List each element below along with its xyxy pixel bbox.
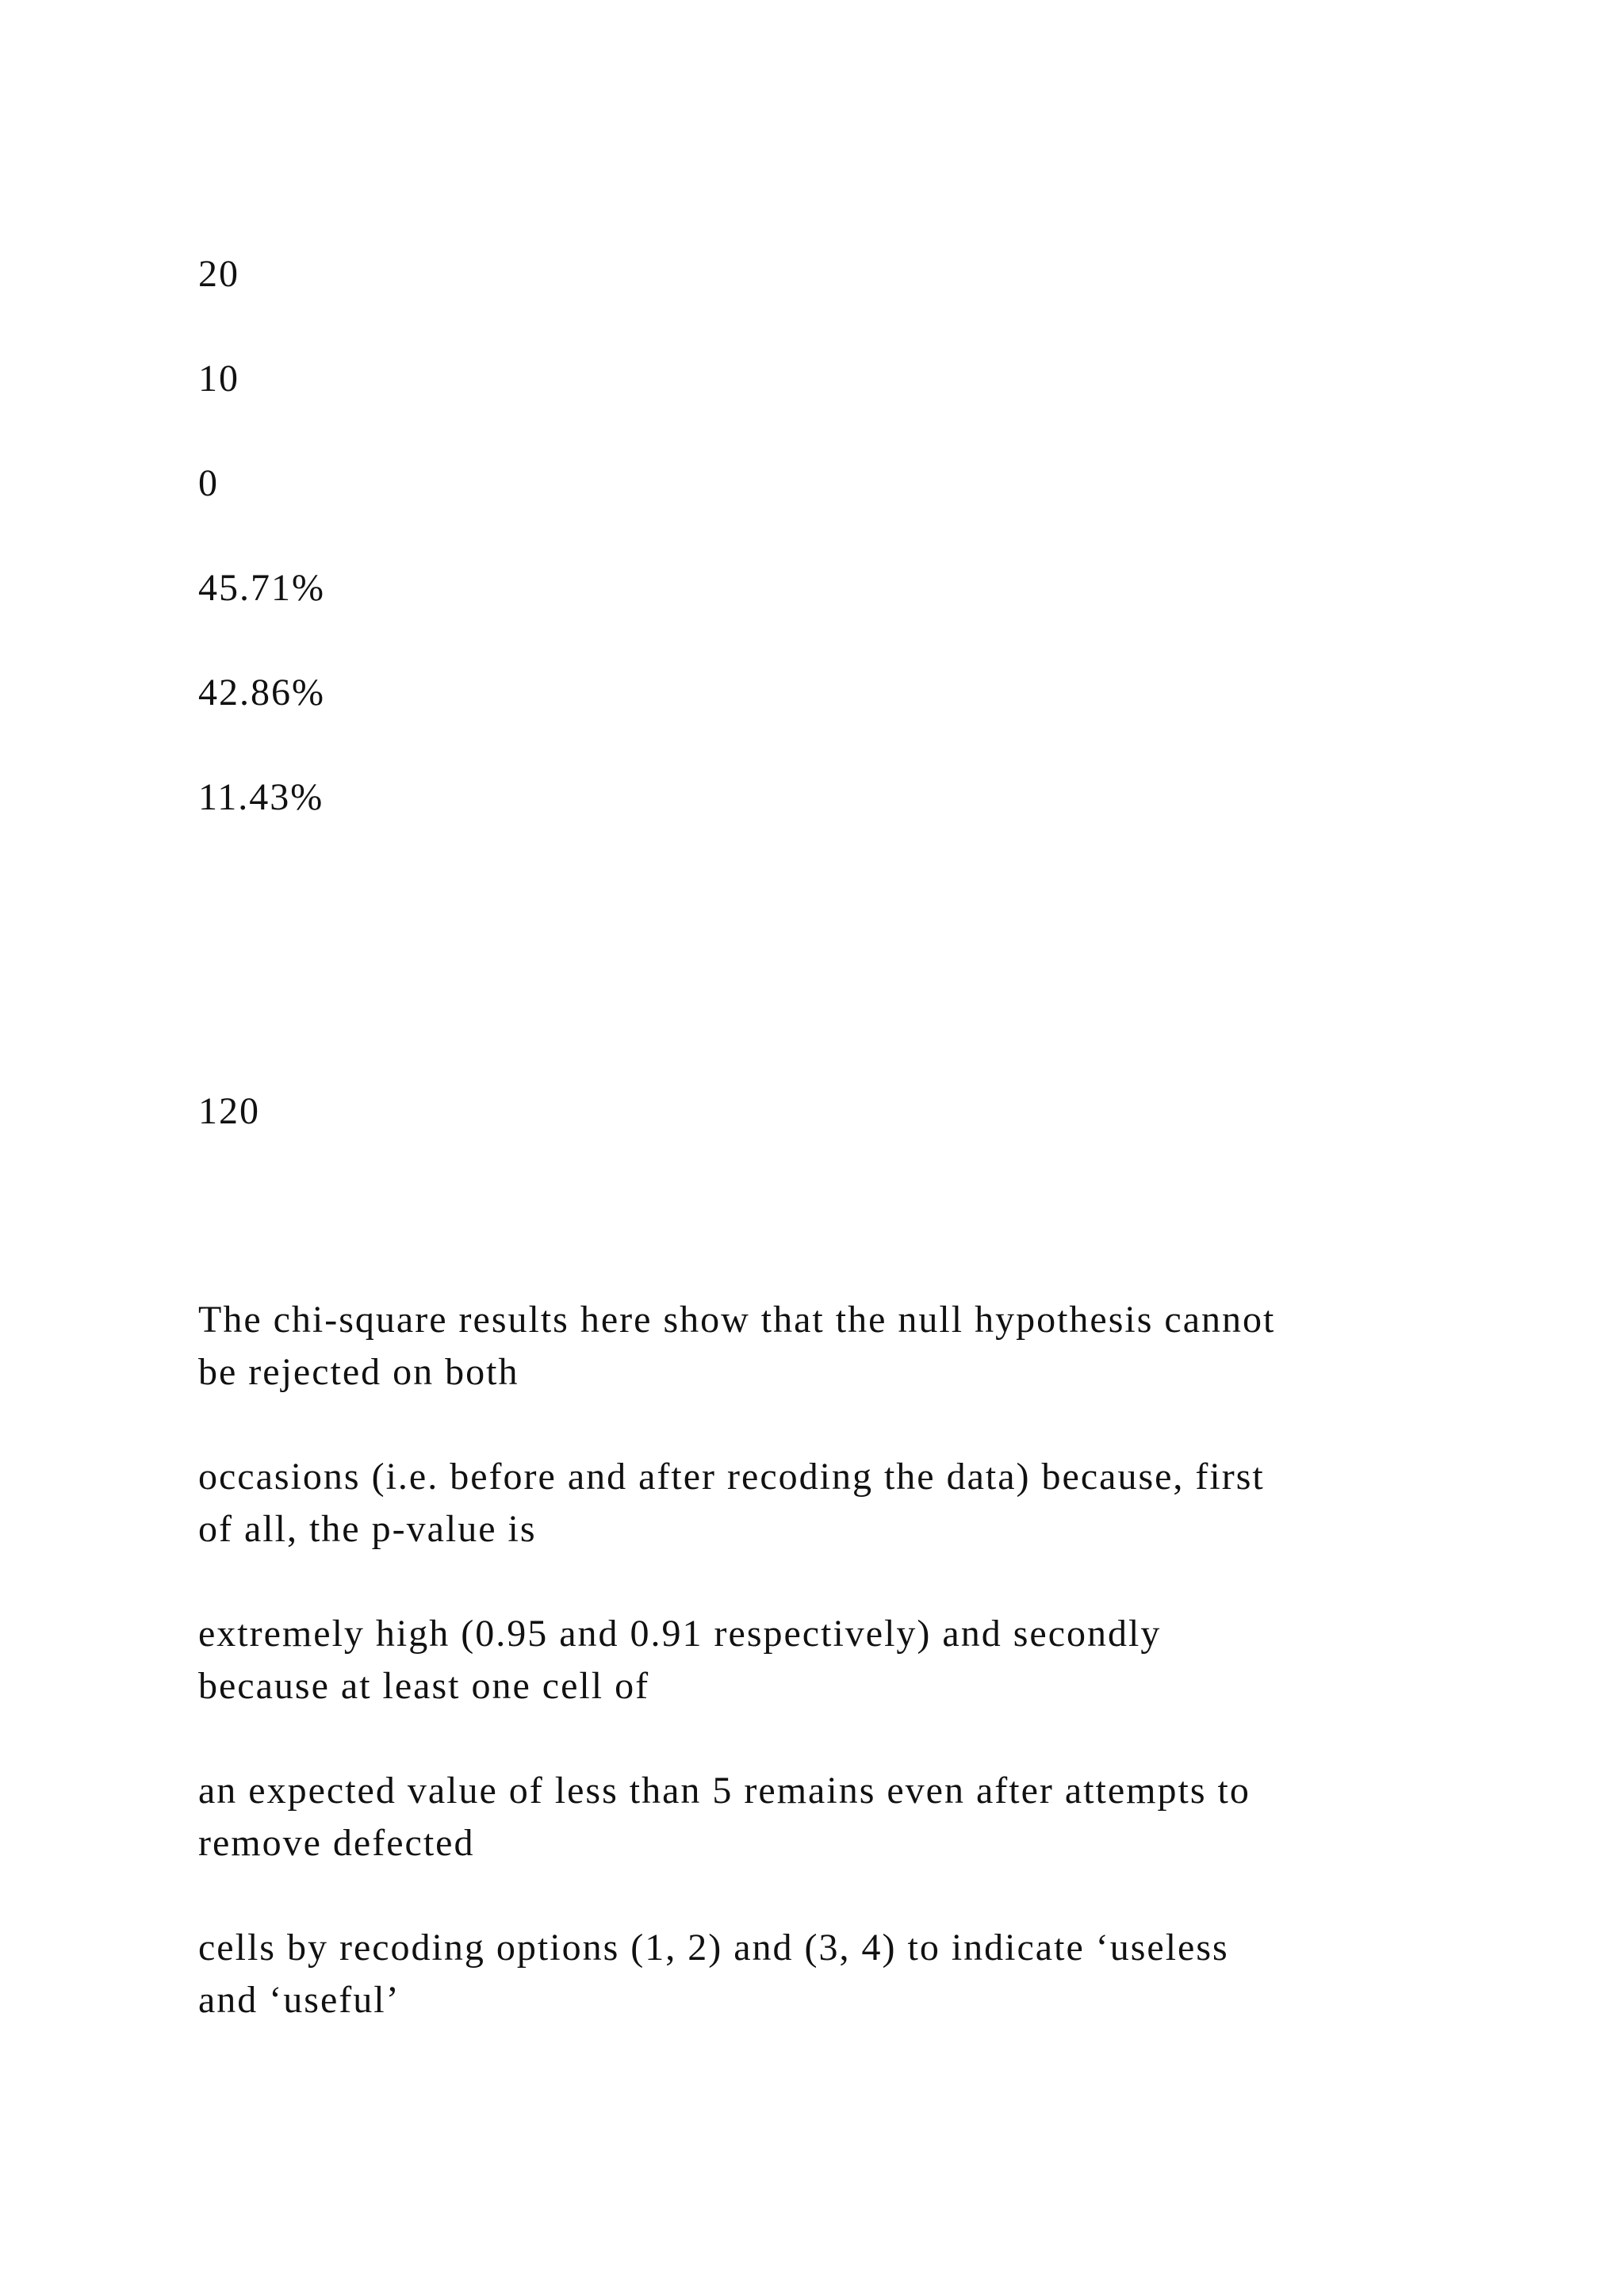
paragraph-line: extremely high (0.95 and 0.91 respectively) and secondly xyxy=(198,1613,1162,1655)
percent-line: 11.43% xyxy=(198,776,324,818)
paragraph-line: be rejected on both xyxy=(198,1351,519,1393)
text-paragraph xyxy=(198,1765,1467,1869)
paragraph-line: occasions (i.e. before and after recoding the data) because, first xyxy=(198,1456,1265,1498)
percent-line: 45.71% xyxy=(198,567,325,609)
text-paragraph xyxy=(198,1451,1467,1556)
paragraph-line: cells by recoding options (1, 2) and (3, 4) to indicate ‘useless xyxy=(198,1927,1229,1969)
value-line: 0 xyxy=(198,462,219,504)
paragraph-line: an expected value of less than 5 remains even after attempts to xyxy=(198,1770,1251,1812)
paragraph-line: remove defected xyxy=(198,1822,475,1864)
value-line: 10 xyxy=(198,358,239,400)
percent-line: 42.86% xyxy=(198,672,325,714)
text-paragraph xyxy=(198,1922,1467,2026)
paragraph-line: of all, the p-value is xyxy=(198,1508,537,1550)
paragraph-line: and ‘useful’ xyxy=(198,1979,400,2021)
text-paragraph xyxy=(198,1294,1467,1399)
text-paragraph xyxy=(198,1608,1467,1712)
paragraph-line: The chi-square results here show that the null hypothesis cannot xyxy=(198,1299,1276,1341)
paragraph-line: because at least one cell of xyxy=(198,1665,650,1707)
value-line: 20 xyxy=(198,253,239,295)
value-line: 120 xyxy=(198,1090,260,1132)
